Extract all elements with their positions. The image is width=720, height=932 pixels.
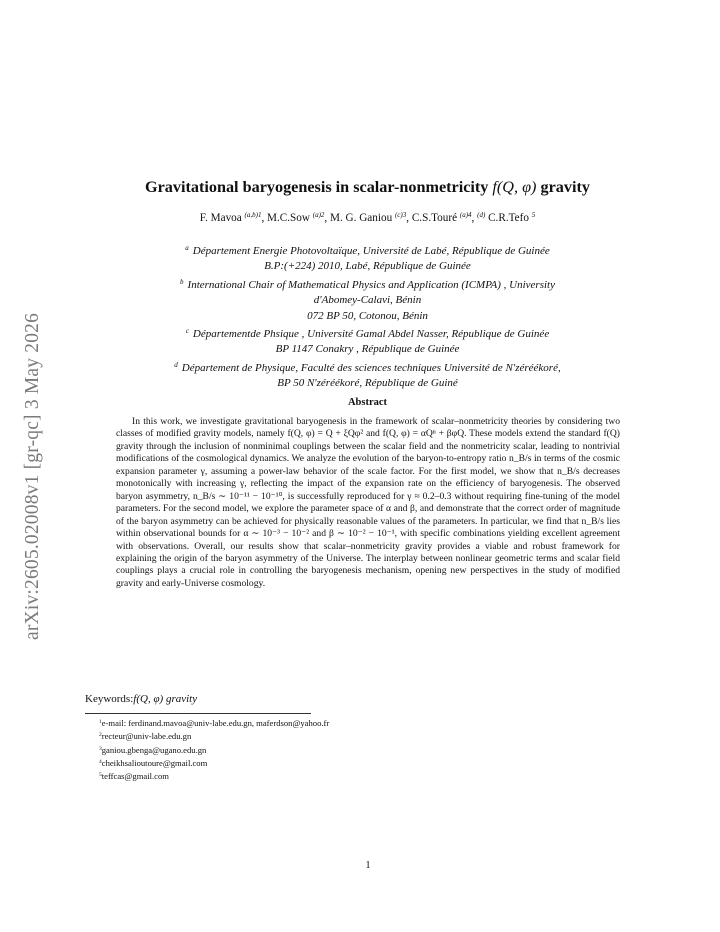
abstract-heading: Abstract — [347, 397, 388, 408]
affiliation-mark: c — [185, 327, 189, 336]
footnote-rule — [85, 713, 311, 714]
abstract-body: In this work, we investigate gravitational baryogenesis in the framework of scalar–nonmetricity theories by considering two classes of modified gravity models, namely f(Q, φ) = Q + ξQφ² and f(Q, φ) = αQⁿ + βφQ. These models extend the standard f(Q) gravity through the inclusion of nonminimal couplings between the scalar field and the nonmetricity scalar, leading to nontrivial modifications of the cosmological dynamics. We analyze the evolution of the baryon-to-entropy ratio n_B/s in terms of the cosmic expansion parameter γ, assuming a power-law behavior of the scale factor. For the first model, we show that n_B/s decreases monotonically with increasing γ, reflecting the impact of the expansion rate on the efficiency of baryogenesis. The observed baryon asymmetry, n_B/s ∼ 10⁻¹¹ − 10⁻¹⁰, is successfully reproduced for γ ≈ 0.2–0.3 without requiring fine-tuning of the model parameters. For the second model, we explore the parameter space of α and β, and demonstrate that the correct order of magnitude of the baryon asymmetry can be achieved for physically reasonable values of the parameters. In particular, we find that n_B/s lies within observational bounds for α ∼ 10⁻³ − 10⁻² and β ∼ 10⁻² − 10⁻¹, with specific combinations yielding excellent agreement with observations. Overall, our results show that scalar–nonmetricity gravity provides a viable and robust framework for explaining the origin of the baryon asymmetry of the Universe. The interplay between nonlinear geometric terms and scalar field couplings plays a crucial role in controlling the baryogenesis mechanism, opening new perspectives in the study of modified gravity and early-Universe cosmology. — [116, 416, 620, 589]
keywords-value: f(Q, φ) gravity — [133, 693, 198, 705]
footnote-email[interactable]: teffcas@gmail.com — [101, 771, 169, 782]
author-affiliation-mark: (a)4 — [459, 211, 472, 219]
footnote — [99, 716, 329, 729]
footnotes — [99, 716, 329, 782]
author: C.S.Touré — [411, 212, 458, 224]
affiliation-line — [80, 358, 655, 376]
author: M. G. Ganiou — [330, 212, 393, 224]
footnote — [99, 769, 329, 782]
footnote-email[interactable]: cheikhsalioutoure@gmail.com — [101, 757, 208, 768]
footnote-number: 4 — [99, 758, 102, 765]
affiliation-mark: b — [180, 277, 184, 286]
keywords — [85, 693, 197, 705]
title-text: Gravitational baryogenesis in scalar-nonmetricity — [145, 178, 493, 196]
affiliation-mark: a — [185, 244, 189, 252]
paper-title — [90, 178, 645, 197]
affiliation-text: Département Energie Photovoltaïque, Université de Labé, République de Guinée — [192, 245, 550, 257]
affiliations — [80, 241, 655, 392]
author-list: F. Mavoa $^{(a,b)1}$, M.C.Sow $^{(a)2}$, M. G. Ganiou $^{(c)3}$, C.S.Touré $^{(a)4}$, $^{(d)}$ C.R.Tefo $^5$ — [199, 211, 536, 224]
author: C.R.Tefo — [488, 212, 529, 224]
author-footnote-mark: 5 — [531, 211, 536, 219]
author: M.C.Sow — [267, 212, 310, 224]
footnote-number: 5 — [99, 772, 102, 779]
footnote-number: 2 — [99, 732, 102, 739]
footnote — [99, 756, 329, 769]
title-suffix: gravity — [536, 178, 590, 196]
affiliation-mark: d — [174, 360, 178, 369]
footnote-number: 1 — [99, 719, 102, 725]
page-number: 1 — [365, 860, 371, 871]
affiliation-line: BP 1147 Conakry , République de Guinée — [275, 343, 460, 356]
affiliation-line: BP 50 N'zéréékoré, République de Guiné — [277, 377, 458, 390]
affiliation-line — [80, 324, 655, 342]
affiliation-text: Départementde Phsique , Université Gamal Abdel Nasser, République de Guinée — [192, 328, 550, 341]
title-math: f(Q, φ) — [492, 178, 537, 196]
author: F. Mavoa — [199, 212, 242, 224]
affiliation-line — [80, 275, 655, 293]
affiliation-text: Département de Physique, Faculté des sciences techniques Université de N'zéréékoré, — [181, 361, 561, 374]
arxiv-identifier: arXiv:2605.02008v1 [gr-qc] 3 May 2026 — [22, 312, 43, 640]
affiliation-line: 072 BP 50, Cotonou, Bénin — [307, 309, 428, 322]
footnote — [99, 743, 329, 756]
footnote-email[interactable]: ganiou.gbenga@ugano.edu.gn — [101, 744, 207, 755]
affiliation-line: B.P:(+224) 2010, Labé, République de Guinée — [264, 260, 471, 273]
affiliation-text: International Chair of Mathematical Physics and Application (ICMPA) , University — [187, 278, 555, 291]
author-affiliation-mark: (d) — [477, 211, 486, 219]
keywords-label: Keywords: — [85, 693, 134, 705]
footnote — [99, 729, 329, 742]
affiliation-line: d'Abomey-Calavi, Bénin — [313, 294, 422, 307]
footnote-email[interactable]: e-mail: ferdinand.mavoa@univ-labe.edu.gn, maferdson@yahoo.fr — [101, 718, 330, 728]
author-affiliation-mark: (c)3 — [394, 211, 407, 219]
author-affiliation-mark: (a,b)1 — [244, 211, 262, 219]
footnote-email[interactable]: recteur@univ-labe.edu.gn — [101, 731, 192, 742]
author-affiliation-mark: (a)2 — [312, 211, 325, 219]
footnote-number: 3 — [99, 745, 102, 752]
affiliation-line — [80, 241, 655, 259]
